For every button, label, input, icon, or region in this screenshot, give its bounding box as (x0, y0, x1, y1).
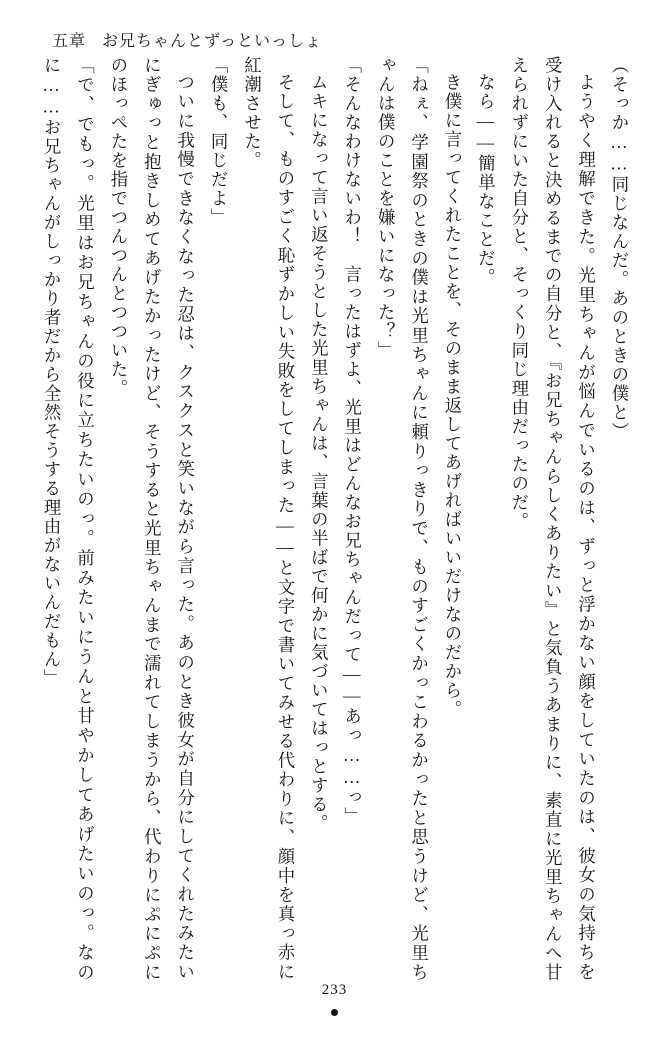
paragraph: 「僕も、同じだよ」 (208, 56, 229, 227)
page-header (30, 22, 639, 56)
bullet-dot-icon (331, 1009, 338, 1016)
paragraph: 「ねぇ、学園祭のときの僕は光里ちゃんに頼りっきりで、ものすごくかっこわるかったと思うけど、光里ちゃんは僕のことを嫌いになった？」 (375, 56, 429, 982)
page-footer (30, 982, 639, 1024)
page-body (30, 56, 639, 982)
chapter-title: お兄ちゃんとずっといっしょ (102, 32, 323, 50)
paragraph: ムキになって言い返そうとした光里ちゃんは、言葉の半ばで何かに気づいてはっとする。 (308, 73, 329, 834)
paragraph: そして、ものすごく恥ずかしい失敗をしてしまった——と文字で書いてみせる代わりに、顔中を真っ赤に紅潮させた。 (241, 56, 295, 982)
paragraph: 「で、でもっ。光里はお兄ちゃんの役に立ちたいのっ。前みたいにうんと甘やかしてあげたいのっ。なのに……お兄ちゃんがしっかり者だから全然そうする理由がないんだもん」 (41, 56, 95, 982)
chapter-number: 五章 (52, 32, 87, 50)
paragraph: ついに我慢できなくなった忍は、クスクスと笑いながら言った。あのとき彼女が自分にしてくれたみたいにぎゅっと抱きしめてあげたかったけど、そうすると光里ちゃんまで濡れてしまうから、代わりにぷにぷにのほっぺたを指でつんつんとつついた。 (107, 56, 195, 982)
vertical-text-block (34, 56, 635, 982)
paragraph: なら——簡単なことだ。 (475, 73, 496, 288)
page-number: 233 (321, 982, 348, 998)
paragraph: ようやく理解できた。光里ちゃんが悩んでいるのは、ずっと浮かない顔をしていたのは、彼女の気持ちを受け入れると決めるまでの自分と、『お兄ちゃんらしくありたい』と気負うあまりに、素直に光里ちゃんへ甘えられずにいた自分と、そっくり同じ理由だったのだ。 (508, 56, 596, 982)
paragraph: き僕に言ってくれたことを、そのまま返してあげればいいだけなのだから。 (441, 73, 462, 720)
paragraph: 「そんなわけないわ！ 言ったはずよ、光里はどんなお兄ちゃんだって——あっ……っ」 (341, 56, 362, 827)
paragraph: （そっか……同じなんだ。あのときの僕と） (609, 56, 629, 442)
